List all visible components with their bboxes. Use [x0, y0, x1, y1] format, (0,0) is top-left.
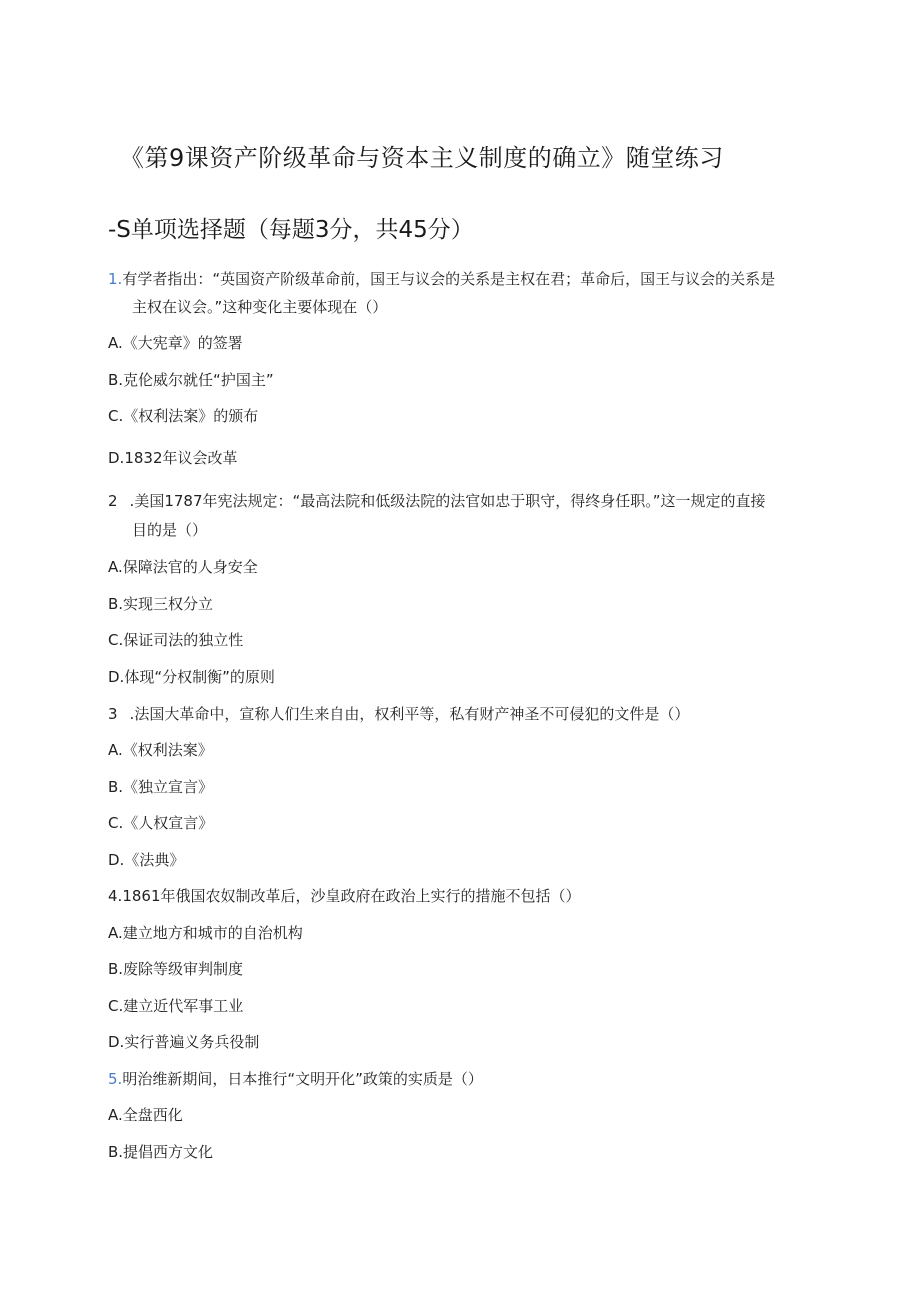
question-5-line-1	[108, 1068, 483, 1090]
question-4-text: 1861年俄国农奴制改革后，沙皇政府在政治上实行的措施不包括（）	[122, 887, 581, 905]
question-4-option-a: A.建立地方和城市的自治机构	[108, 924, 303, 942]
question-4-option-c: C.建立近代军事工业	[108, 997, 244, 1015]
question-3-text: .法国大革命中，宣称人们生来自由，权利平等，私有财产神圣不可侵犯的文件是（）	[129, 705, 690, 723]
question-5-option-a: A.全盘西化	[108, 1106, 183, 1124]
question-2-number: 2	[108, 492, 118, 510]
question-1-option-c: C.《权利法案》的颁布	[108, 407, 259, 425]
question-4-line-1	[108, 885, 581, 907]
question-1-text: 有学者指出：“英国资产阶级革命前，国王与议会的关系是主权在君；革命后，国王与议会的关系是	[122, 270, 776, 288]
question-2-line-1	[108, 490, 766, 512]
document-title: 《第9课资产阶级革命与资本主义制度的确立》随堂练习	[120, 144, 724, 172]
question-1-line-1	[108, 268, 775, 290]
question-5-number: 5.	[108, 1070, 123, 1088]
question-1-option-a: A.《大宪章》的签署	[108, 334, 243, 352]
question-2-line-2: 目的是（）	[132, 521, 208, 539]
question-1-line-2: 主权在议会。”这种变化主要体现在（）	[132, 298, 388, 316]
question-3-option-c: C.《人权宣言》	[108, 814, 214, 832]
question-3-line-1	[108, 703, 689, 725]
question-4-number: 4.	[108, 887, 123, 905]
question-3-number: 3	[108, 705, 118, 723]
question-3-option-b: B.《独立宣言》	[108, 778, 214, 796]
question-4-option-d: D.实行普遍义务兵役制	[108, 1033, 260, 1051]
question-2-option-a: A.保障法官的人身安全	[108, 558, 258, 576]
question-1-option-b: B.克伦威尔就任“护国主”	[108, 371, 274, 389]
question-1-option-d: D.1832年议会改革	[108, 449, 238, 467]
question-3-option-a: A.《权利法案》	[108, 741, 213, 759]
question-2-text: .美国1787年宪法规定：“最高法院和低级法院的法官如忠于职守，得终身任职。”这一规定的直接	[129, 492, 766, 510]
question-5-text: 明治维新期间，日本推行“文明开化”政策的实质是（）	[122, 1070, 483, 1088]
question-2-option-b: B.实现三权分立	[108, 595, 214, 613]
question-4-option-b: B.废除等级审判制度	[108, 960, 244, 978]
question-2-option-d: D.体现“分权制衡”的原则	[108, 668, 275, 686]
question-1-number: 1.	[108, 270, 123, 288]
section-title: -S单项选择题（每题3分，共45分）	[108, 217, 474, 243]
question-2-option-c: C.保证司法的独立性	[108, 631, 244, 649]
question-5-option-b: B.提倡西方文化	[108, 1143, 214, 1161]
question-3-option-d: D.《法典》	[108, 851, 185, 869]
